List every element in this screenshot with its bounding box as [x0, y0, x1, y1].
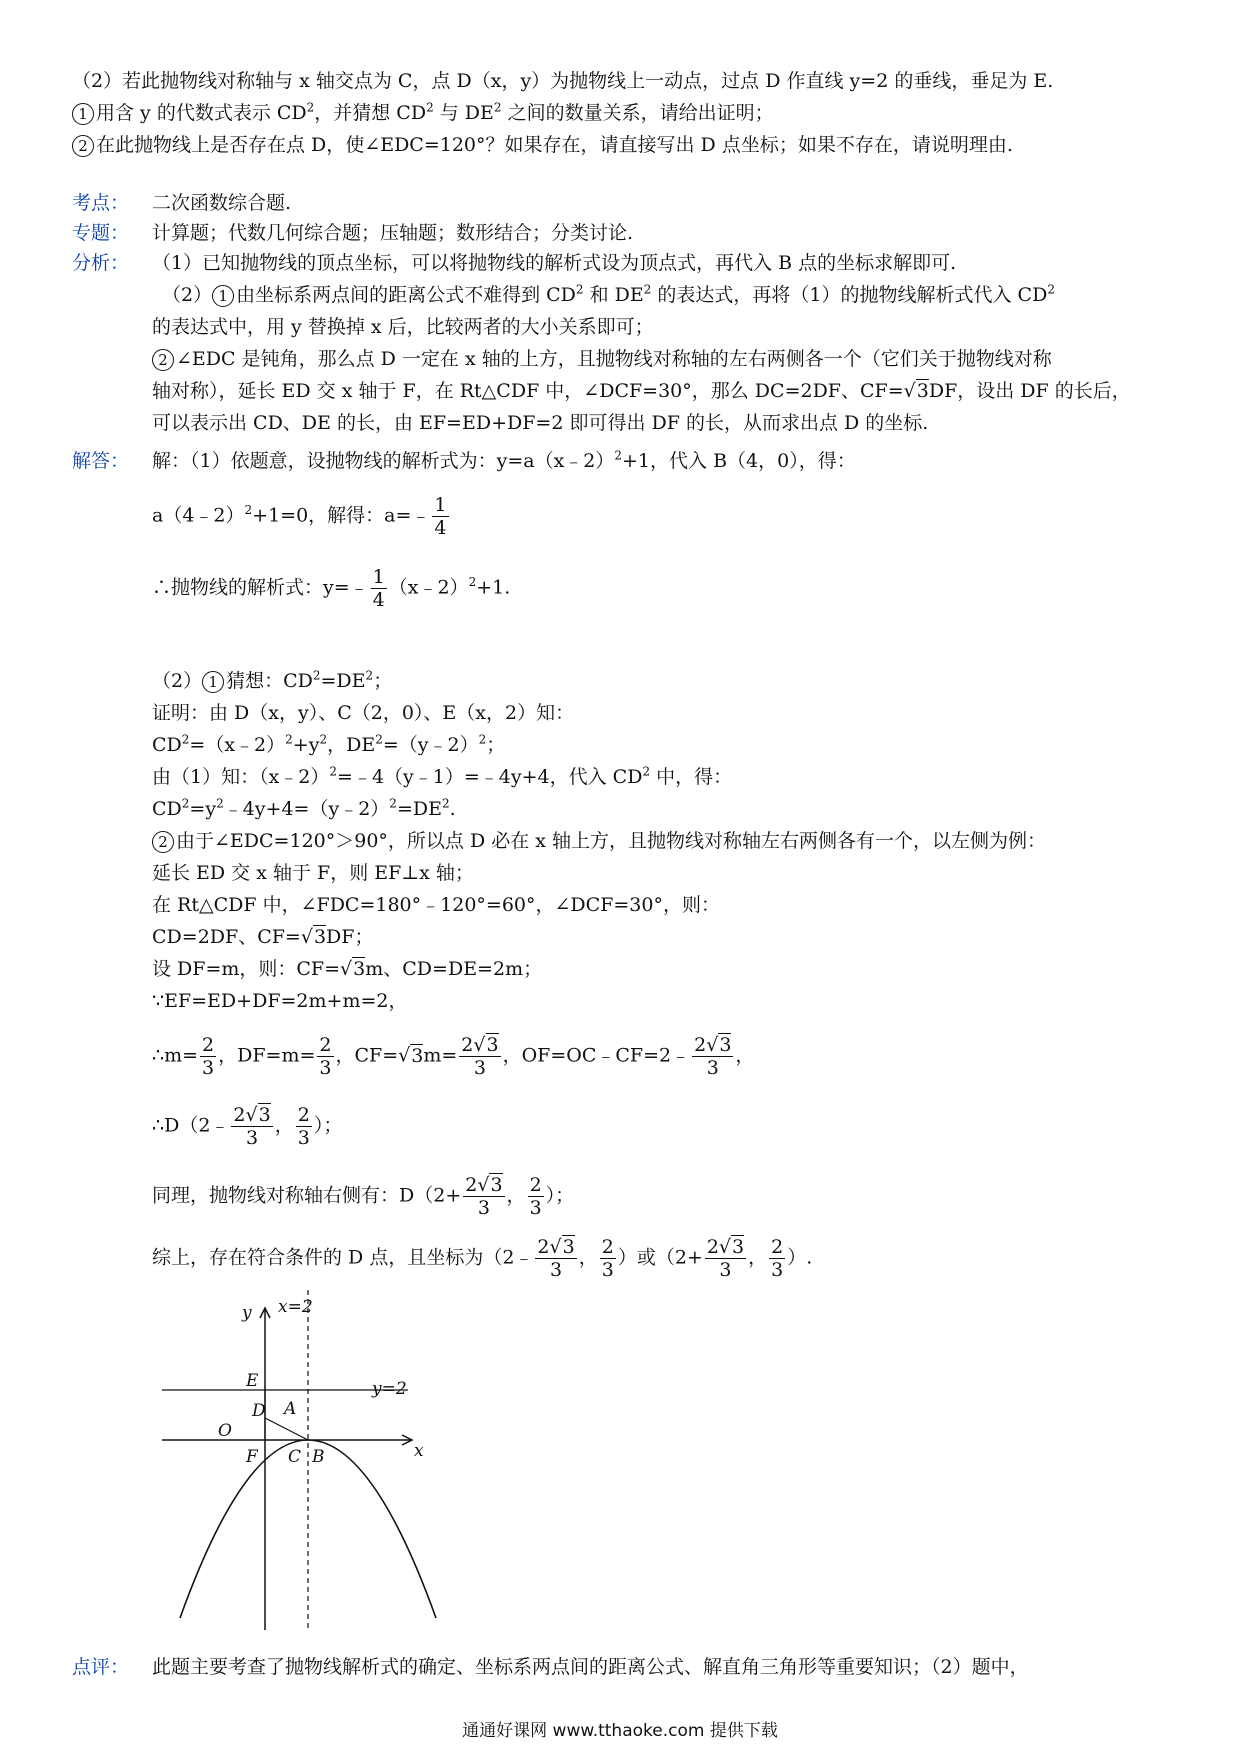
proof-line-1: 证明：由 D（x，y）、C（2，0）、E（x，2）知： — [152, 702, 575, 724]
label-y-eq-2: y=2 — [372, 1379, 407, 1399]
label-B: B — [312, 1447, 325, 1467]
label-jieda: 解答： — [72, 450, 130, 472]
label-zhuanti: 专题： — [72, 222, 130, 244]
label-F: F — [246, 1447, 258, 1467]
analysis-line-5: 轴对称），延长 ED 交 x 轴于 F，在 Rt△CDF 中，∠DCF=30°，那么 DC=2DF、CF=√3DF，设出 DF 的长后， — [152, 380, 1131, 402]
label-C: C — [288, 1447, 302, 1467]
circle-number: 1 — [72, 103, 94, 125]
case2-line-6: ∵EF=ED+DF=2m+m=2， — [152, 990, 408, 1012]
label-y: y — [242, 1303, 252, 1323]
analysis-line-4: 2 ∠EDC 是钝角，那么点 D 一定在 x 轴的上方，且抛物线对称轴的左右两侧各一个（它们关于抛物线对称 — [152, 344, 1052, 374]
proof-line-3: 由（1）知：（x﹣2）$^2$=﹣4（y﹣1）=﹣4y+4，代入 $CD^2$ 中，得： — [152, 764, 733, 788]
proof-line-2: $CD^2=(x﹣2)^2+y^2$，$DE^2=(y﹣2)^2$； — [152, 732, 506, 756]
analysis-line-3: 的表达式中，用 y 替换掉 x 后，比较两者的大小关系即可； — [152, 316, 654, 338]
label-A: A — [284, 1399, 297, 1419]
segment-DC — [265, 1418, 308, 1440]
label-D: D — [252, 1401, 266, 1421]
kaodian-text: 二次函数综合题. — [152, 192, 292, 214]
case2-line-1: 2 由于∠EDC=120°＞90°，所以点 D 必在 x 轴上方，且抛物线对称轴左右两侧各有一个，以左侧为例： — [152, 826, 1046, 856]
label-x-eq-2: x=2 — [278, 1297, 313, 1317]
subquestion-2: 2 在此抛物线上是否存在点 D，使∠EDC=120°？如果存在，请直接写出 D 点坐标；如果不存在，请说明理由. — [72, 130, 1013, 160]
subquestion-1: 1 用含 y 的代数式表示 $CD^2$，并猜想 $CD^2$ 与 $DE^2$ 之间的数量关系，请给出证明； — [72, 98, 774, 128]
label-dianping: 点评： — [72, 1656, 130, 1678]
label-fenxi: 分析： — [72, 252, 130, 274]
proof-line-4: $CD^2=y^2﹣4y+4=(y﹣2)^2=DE^2$. — [152, 796, 456, 820]
solution-line-3: ∴抛物线的解析式：y=﹣ $\frac{1}{4}$ （x﹣2）$^2$+1. — [152, 566, 511, 611]
solution-line-1: 解：（1）依题意，设抛物线的解析式为：y=a（x﹣2）$^2$+1，代入 B（4，0），得： — [152, 448, 856, 472]
case2-line-9: 同理，抛物线对称轴右侧有：D（2+ $\frac{2√3}{3}$ ， $\frac{2}{3}$ ）； — [152, 1174, 575, 1219]
comment-text: 此题主要考查了抛物线解析式的确定、坐标系两点间的距离公式、解直角三角形等重要知识；（2）题中， — [152, 1656, 1029, 1678]
case2-line-7: ∴m= $\frac{2}{3}$ ，DF=m= $\frac{2}{3}$ ，CF=√3m= $\frac{2√3}{3}$ ，OF=OC﹣CF=2﹣ $\frac{2√3}{3}$ ， — [152, 1034, 755, 1079]
case2-conclusion: 综上，存在符合条件的 D 点，且坐标为（2﹣ $\frac{2√3}{3}$ ， $\frac{2}{3}$ ）或（2+ $\frac{2√3}{3}$ ， $\frac{2}{3}$ ）. — [152, 1236, 813, 1281]
label-x: x — [414, 1441, 424, 1461]
analysis-line-2: （2） 1 由坐标系两点间的距离公式不难得到 $CD^2$ 和 $DE^2$ 的表达式，再将（1）的抛物线解析式代入 $CD^2$ — [162, 282, 1055, 306]
case2-line-5: 设 DF=m，则：CF=√3m、CD=DE=2m； — [152, 958, 543, 980]
fraction: $\frac{1}{4}$ — [372, 566, 385, 611]
analysis-line-1: （1）已知抛物线的顶点坐标，可以将抛物线的解析式设为顶点式，再代入 B 点的坐标求解即可. — [152, 252, 957, 274]
part2-question: （2）若此抛物线对称轴与 x 轴交点为 C，点 D（x，y）为抛物线上一动点，过点 D 作直线 y=2 的垂线，垂足为 E. — [72, 70, 1054, 92]
case2-line-4: CD=2DF、CF=√3DF； — [152, 926, 374, 948]
label-O: O — [218, 1421, 232, 1441]
case2-line-8: ∴D（2﹣ $\frac{2√3}{3}$ ， $\frac{2}{3}$ ）； — [152, 1104, 343, 1149]
solution-part2-guess: （2） 1 猜想：$CD^2=DE^2$； — [152, 668, 393, 692]
label-E: E — [246, 1371, 259, 1391]
circle-number: 2 — [72, 135, 94, 157]
zhuanti-text: 计算题；代数几何综合题；压轴题；数形结合；分类讨论. — [152, 222, 634, 244]
analysis-line-6: 可以表示出 CD、DE 的长，由 EF=ED+DF=2 即可得出 DF 的长，从而求出点 D 的坐标. — [152, 412, 929, 434]
parabola-figure — [150, 1290, 470, 1630]
page-footer: 通通好课网 www.tthaoke.com 提供下载 — [462, 1721, 778, 1741]
solution-line-2: a（4﹣2）$^2$+1=0，解得：a=﹣ $\frac{1}{4}$ — [152, 494, 447, 539]
fraction: $\frac{1}{4}$ — [434, 494, 447, 539]
case2-line-2: 延长 ED 交 x 轴于 F，则 EF⊥x 轴； — [152, 862, 474, 884]
case2-line-3: 在 Rt△CDF 中，∠FDC=180°﹣120°=60°，∠DCF=30°，则： — [152, 894, 720, 916]
label-kaodian: 考点： — [72, 192, 130, 214]
